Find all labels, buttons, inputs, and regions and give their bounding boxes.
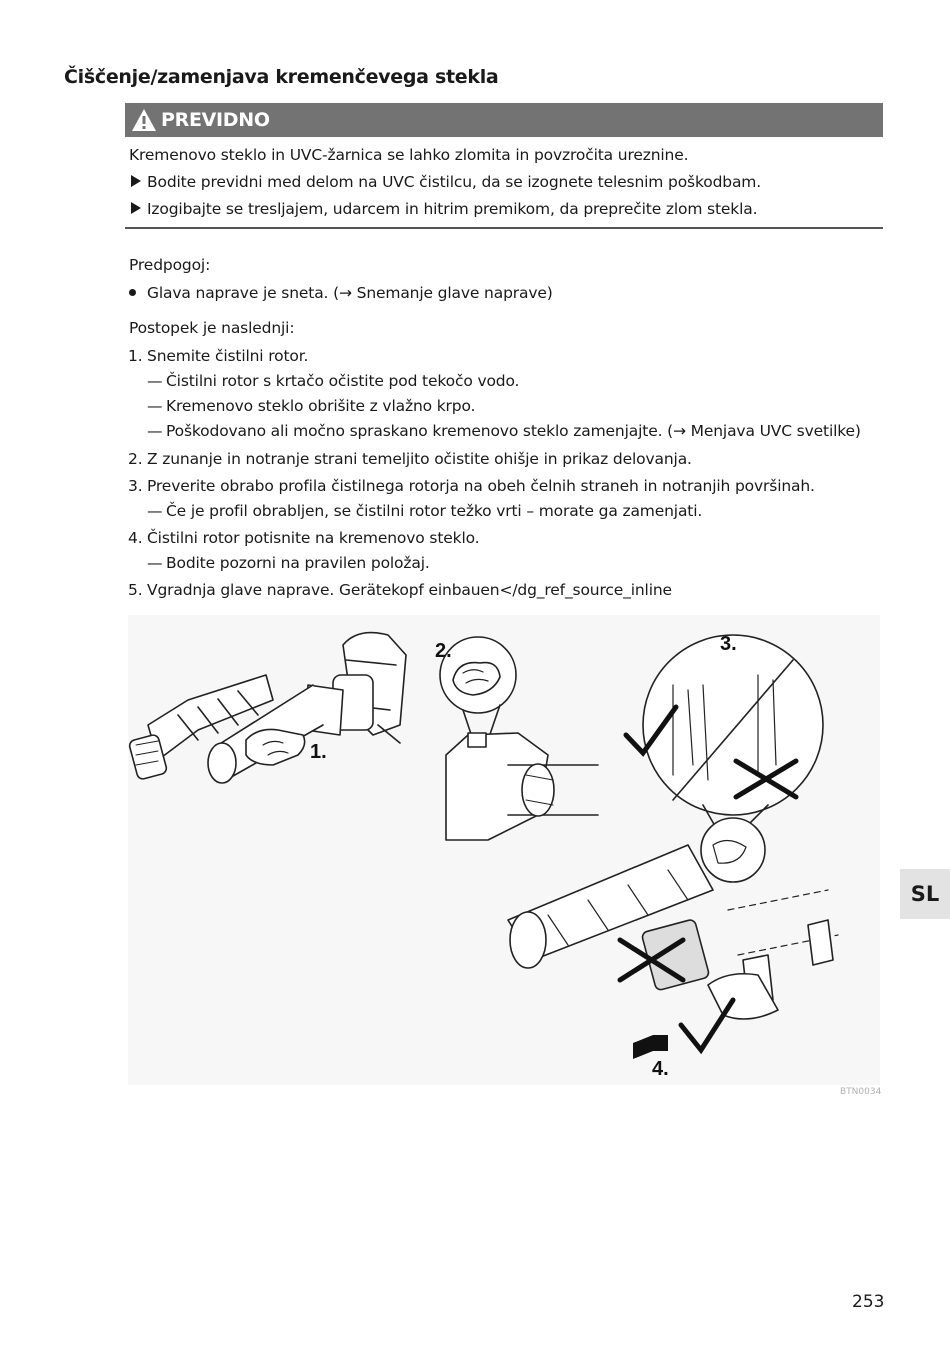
sub-step: — Poškodovano ali močno spraskano kremenovo steklo zamenjajte. (→ Menjava UVC svetilke) <box>147 422 861 440</box>
step: 1. Snemite čistilni rotor. <box>128 347 309 365</box>
prereq-item: Glava naprave je sneta. (→ Snemanje glave naprave) <box>129 284 553 302</box>
prereq-heading: Predpogoj: <box>129 256 211 274</box>
warning-header <box>125 103 883 137</box>
figure-label: 4. <box>652 1058 669 1080</box>
sub-step: — Kremenovo steklo obrišite z vlažno krpo. <box>147 397 476 415</box>
step: 3. Preverite obrabo profila čistilnega rotorja na obeh čelnih straneh in notranjih površinah. <box>128 477 815 495</box>
warning-item: Bodite previdni med delom na UVC čistilcu, da se izognete telesnim poškodbam. <box>131 173 761 191</box>
bullet-icon <box>129 289 136 296</box>
sub-step: — Če je profil obrabljen, se čistilni rotor težko vrti – morate ga zamenjati. <box>147 502 703 520</box>
warning-divider <box>125 227 883 229</box>
page-title: Čiščenje/zamenjava kremenčevega stekla <box>64 66 499 88</box>
sub-step: — Čistilni rotor s krtačo očistite pod tekočo vodo. <box>147 372 520 390</box>
warning-icon <box>131 108 157 132</box>
figure-label: 3. <box>720 633 737 655</box>
figure-label: 1. <box>310 741 327 763</box>
procedure-heading: Postopek je naslednji: <box>129 319 295 337</box>
sub-step: — Bodite pozorni na pravilen položaj. <box>147 554 430 572</box>
step: 2. Z zunanje in notranje strani temeljito očistite ohišje in prikaz delovanja. <box>128 450 692 468</box>
figure-code: BTN0034 <box>840 1087 882 1097</box>
step: 5. Vgradnja glave naprave. Gerätekopf einbauen</dg_ref_source_inline <box>128 581 672 599</box>
cleaning-illustration <box>128 615 880 1085</box>
step: 4. Čistilni rotor potisnite na kremenovo steklo. <box>128 529 480 547</box>
arrow-icon <box>131 175 141 187</box>
warning-text: Kremenovo steklo in UVC-žarnica se lahko zlomita in povzročita ureznine. <box>129 146 689 164</box>
language-tab: SL <box>900 869 950 919</box>
figure-label: 2. <box>435 640 452 662</box>
warning-item: Izogibajte se tresljajem, udarcem in hitrim premikom, da preprečite zlom stekla. <box>131 200 757 218</box>
arrow-icon <box>131 202 141 214</box>
page-number: 253 <box>852 1292 885 1312</box>
warning-label: PREVIDNO <box>161 109 270 131</box>
